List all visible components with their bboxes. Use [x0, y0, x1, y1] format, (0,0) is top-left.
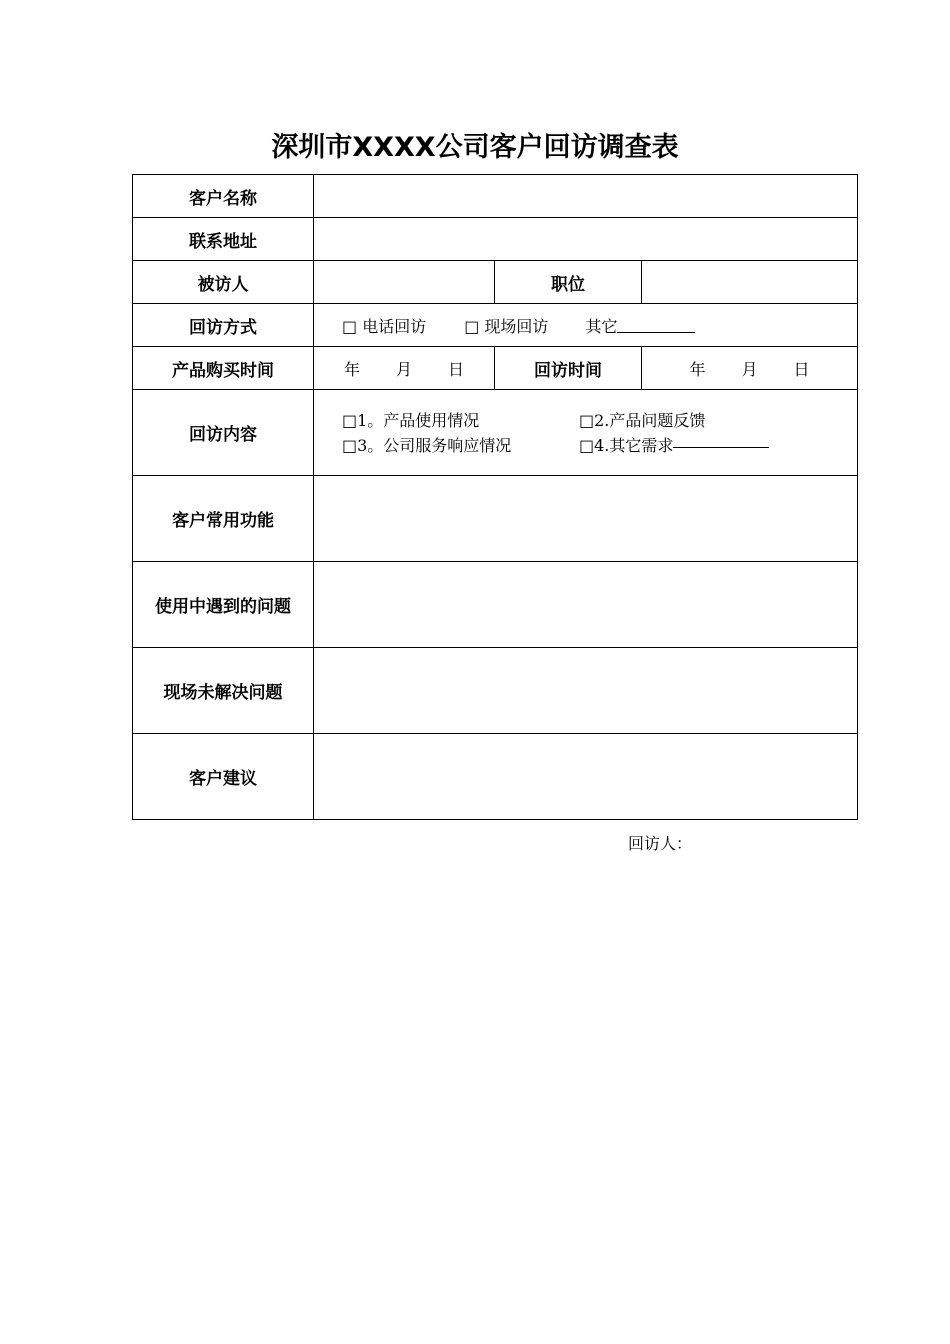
other-needs-blank[interactable] [673, 433, 769, 448]
row-visit-content [133, 390, 858, 476]
label-position: 职位 [495, 261, 642, 304]
label-common-functions: 客户常用功能 [133, 476, 314, 562]
row-problems [133, 562, 858, 648]
checkbox-product-feedback[interactable]: □2.产品问题反馈 [579, 410, 706, 430]
purchase-year: 年 [343, 359, 360, 379]
field-common-functions[interactable] [314, 476, 858, 562]
purchase-month: 月 [395, 359, 412, 379]
field-visit-content [314, 390, 858, 476]
label-suggestions: 客户建议 [133, 734, 314, 820]
label-unresolved: 现场未解决问题 [133, 648, 314, 734]
label-visit-time: 回访时间 [495, 347, 642, 390]
row-visitee [133, 261, 858, 304]
option-other-label: 其它 [585, 316, 618, 336]
field-customer-name[interactable] [314, 175, 858, 218]
checkbox-product-usage[interactable]: □1。产品使用情况 [342, 410, 480, 430]
field-suggestions[interactable] [314, 734, 858, 820]
visitor-label: 回访人： [628, 834, 693, 853]
field-purchase-time[interactable] [314, 347, 495, 390]
form-title: 深圳市XXXX公司客户回访调查表 [271, 132, 679, 163]
checkbox-phone-visit[interactable]: □ 电话回访 [342, 316, 427, 336]
label-visit-method: 回访方式 [133, 304, 314, 347]
row-customer-name [133, 175, 858, 218]
field-address[interactable] [314, 218, 858, 261]
other-method-blank[interactable] [617, 318, 695, 333]
field-visit-time[interactable] [642, 347, 858, 390]
row-address [133, 218, 858, 261]
field-visitee[interactable] [314, 261, 495, 304]
field-visit-method [314, 304, 858, 347]
checkbox-service-response[interactable]: □3。公司服务响应情况 [342, 435, 512, 455]
field-position[interactable] [642, 261, 858, 304]
visit-year: 年 [689, 359, 706, 379]
label-problems: 使用中遇到的问题 [133, 562, 314, 648]
row-dates [133, 347, 858, 390]
checkbox-onsite-visit[interactable]: □ 现场回访 [464, 316, 549, 336]
visit-month: 月 [741, 359, 758, 379]
field-unresolved[interactable] [314, 648, 858, 734]
checkbox-other-needs[interactable]: □4.其它需求 [579, 435, 674, 455]
purchase-day: 日 [448, 359, 465, 379]
visit-day: 日 [793, 359, 810, 379]
row-unresolved [133, 648, 858, 734]
row-suggestions [133, 734, 858, 820]
label-visit-content: 回访内容 [133, 390, 314, 476]
label-address: 联系地址 [133, 218, 314, 261]
row-visit-method [133, 304, 858, 347]
label-purchase-time: 产品购买时间 [133, 347, 314, 390]
field-problems[interactable] [314, 562, 858, 648]
visitor-signature [628, 831, 692, 854]
label-customer-name: 客户名称 [133, 175, 314, 218]
row-common-functions [133, 476, 858, 562]
label-visitee: 被访人 [133, 261, 314, 304]
survey-table [132, 174, 858, 820]
